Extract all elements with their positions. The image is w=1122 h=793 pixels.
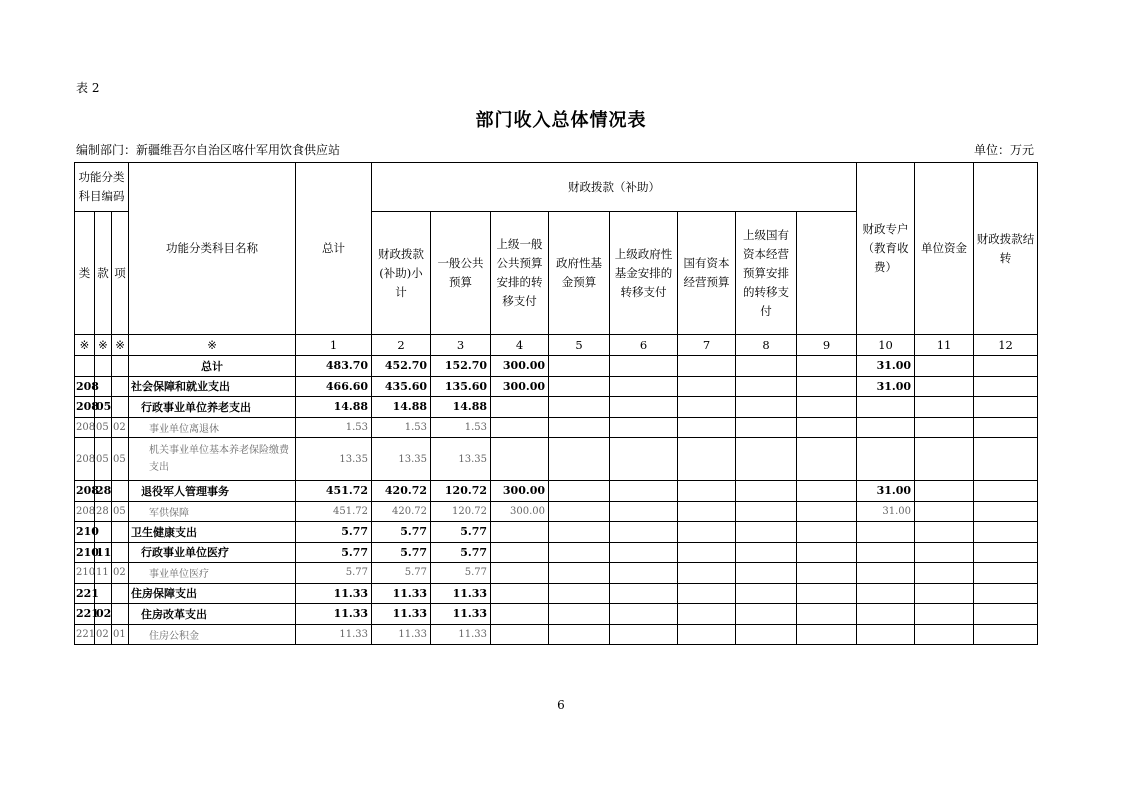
- column-number: 11: [915, 335, 974, 356]
- cell-upper-general: 300.00: [491, 376, 549, 397]
- cell-upper-fund: [610, 397, 678, 418]
- cell-fiscal-subtotal: 5.77: [372, 542, 431, 563]
- column-number: 9: [797, 335, 857, 356]
- cell-lei: 208: [75, 438, 95, 481]
- cell-fiscal-subtotal: 435.60: [372, 376, 431, 397]
- cell-edu-fee: [797, 438, 857, 481]
- cell-edu-fee: [797, 563, 857, 584]
- cell-state-capital: [678, 542, 736, 563]
- cell-fiscal-carry: [915, 542, 974, 563]
- cell-upper-capital: [736, 356, 797, 377]
- cell-unit-fund: 31.00: [857, 481, 915, 502]
- table-row: [75, 376, 1038, 397]
- cell-gov-fund: [549, 356, 610, 377]
- cell-unit-fund: 31.00: [857, 501, 915, 522]
- cell-unit-fund: [857, 583, 915, 604]
- cell-edu-fee: [797, 417, 857, 438]
- cell-nonfiscal-carry: [974, 583, 1038, 604]
- cell-nonfiscal-carry: [974, 501, 1038, 522]
- header-xiang: 项: [112, 212, 129, 335]
- cell-unit-fund: [857, 417, 915, 438]
- cell-state-capital: [678, 438, 736, 481]
- cell-gov-fund: [549, 417, 610, 438]
- cell-general-budget: 5.77: [431, 522, 491, 543]
- department-label: 编制部门：新疆维吾尔自治区喀什军用饮食供应站: [76, 143, 341, 157]
- cell-xiang: 05: [112, 501, 129, 522]
- cell-func-name: 事业单位离退休: [129, 417, 296, 438]
- cell-xiang: 02: [112, 563, 129, 584]
- column-number: 2: [372, 335, 431, 356]
- cell-unit-fund: [857, 604, 915, 625]
- cell-gov-fund: [549, 563, 610, 584]
- cell-state-capital: [678, 624, 736, 645]
- cell-upper-capital: [736, 501, 797, 522]
- cell-state-capital: [678, 501, 736, 522]
- cell-fiscal-carry: [915, 376, 974, 397]
- cell-func-name: 行政事业单位养老支出: [129, 397, 296, 418]
- cell-fiscal-carry: [915, 501, 974, 522]
- column-number: ※: [95, 335, 112, 356]
- cell-fiscal-carry: [915, 563, 974, 584]
- cell-unit-fund: 31.00: [857, 356, 915, 377]
- cell-general-budget: 135.60: [431, 376, 491, 397]
- cell-xiang: 02: [112, 417, 129, 438]
- cell-state-capital: [678, 563, 736, 584]
- cell-total: 14.88: [296, 397, 372, 418]
- cell-upper-capital: [736, 522, 797, 543]
- cell-upper-general: 300.00: [491, 356, 549, 377]
- cell-upper-capital: [736, 583, 797, 604]
- cell-func-name: 退役军人管理事务: [129, 481, 296, 502]
- cell-upper-general: [491, 438, 549, 481]
- cell-gov-fund: [549, 501, 610, 522]
- cell-general-budget: 120.72: [431, 481, 491, 502]
- table-row: [75, 583, 1038, 604]
- cell-kuan: 11: [95, 563, 112, 584]
- cell-upper-fund: [610, 542, 678, 563]
- cell-fiscal-subtotal: 11.33: [372, 604, 431, 625]
- column-number: ※: [129, 335, 296, 356]
- cell-fiscal-subtotal: 14.88: [372, 397, 431, 418]
- table-row: [75, 438, 1038, 481]
- cell-xiang: [112, 397, 129, 418]
- cell-total: 451.72: [296, 501, 372, 522]
- cell-nonfiscal-carry: [974, 438, 1038, 481]
- cell-func-name: 住房公积金: [129, 624, 296, 645]
- cell-state-capital: [678, 417, 736, 438]
- cell-total: 1.53: [296, 417, 372, 438]
- cell-nonfiscal-carry: [974, 522, 1038, 543]
- table-row: [75, 604, 1038, 625]
- cell-total: 451.72: [296, 481, 372, 502]
- cell-upper-fund: [610, 376, 678, 397]
- cell-func-name: 行政事业单位医疗: [129, 542, 296, 563]
- cell-general-budget: 13.35: [431, 438, 491, 481]
- cell-upper-general: [491, 583, 549, 604]
- column-number-row: [75, 335, 1038, 356]
- cell-total: 11.33: [296, 624, 372, 645]
- cell-func-name: 军供保障: [129, 501, 296, 522]
- cell-lei: 208: [75, 376, 95, 397]
- header-edu-fee: 财政专户（教育收费）: [857, 163, 915, 335]
- cell-unit-fund: [857, 438, 915, 481]
- cell-fiscal-carry: [915, 481, 974, 502]
- cell-kuan: 28: [95, 481, 112, 502]
- header-func-name: 功能分类科目名称: [129, 163, 296, 335]
- cell-total: 5.77: [296, 563, 372, 584]
- cell-func-name: 机关事业单位基本养老保险缴费支出: [129, 438, 296, 481]
- cell-upper-capital: [736, 438, 797, 481]
- cell-xiang: [112, 376, 129, 397]
- cell-general-budget: 152.70: [431, 356, 491, 377]
- cell-state-capital: [678, 356, 736, 377]
- cell-upper-capital: [736, 624, 797, 645]
- column-number: 12: [974, 335, 1038, 356]
- cell-total: 5.77: [296, 522, 372, 543]
- column-number: 1: [296, 335, 372, 356]
- cell-fiscal-subtotal: 5.77: [372, 563, 431, 584]
- cell-unit-fund: [857, 563, 915, 584]
- table-row: [75, 397, 1038, 418]
- cell-upper-general: [491, 397, 549, 418]
- cell-xiang: 05: [112, 438, 129, 481]
- table-row: [75, 522, 1038, 543]
- cell-fiscal-subtotal: 5.77: [372, 522, 431, 543]
- cell-func-name: 社会保障和就业支出: [129, 376, 296, 397]
- page-number: 6: [557, 698, 565, 712]
- cell-fiscal-subtotal: 1.53: [372, 417, 431, 438]
- cell-gov-fund: [549, 604, 610, 625]
- cell-general-budget: 14.88: [431, 397, 491, 418]
- cell-edu-fee: [797, 397, 857, 418]
- header-gov-fund: 政府性基金预算: [549, 212, 610, 335]
- cell-nonfiscal-carry: [974, 356, 1038, 377]
- cell-general-budget: 11.33: [431, 624, 491, 645]
- document-title: 部门收入总体情况表: [475, 110, 647, 131]
- header-upper-capital: 上级国有资本经营预算安排的转移支付: [736, 212, 797, 335]
- cell-upper-general: [491, 522, 549, 543]
- cell-nonfiscal-carry: [974, 376, 1038, 397]
- cell-upper-capital: [736, 563, 797, 584]
- cell-general-budget: 11.33: [431, 583, 491, 604]
- income-summary-table: [74, 162, 1038, 645]
- cell-fiscal-subtotal: 13.35: [372, 438, 431, 481]
- cell-upper-general: [491, 542, 549, 563]
- header-fiscal-subtotal: 财政拨款(补助)小计: [372, 212, 431, 335]
- cell-lei: 208: [75, 397, 95, 418]
- cell-xiang: [112, 522, 129, 543]
- cell-upper-general: 300.00: [491, 481, 549, 502]
- cell-gov-fund: [549, 624, 610, 645]
- cell-fiscal-carry: [915, 438, 974, 481]
- cell-kuan: 05: [95, 397, 112, 418]
- unit-label: 单位：万元: [973, 143, 1034, 157]
- cell-general-budget: 120.72: [431, 501, 491, 522]
- cell-state-capital: [678, 583, 736, 604]
- cell-upper-fund: [610, 583, 678, 604]
- cell-kuan: 02: [95, 624, 112, 645]
- table-row: [75, 624, 1038, 645]
- cell-gov-fund: [549, 397, 610, 418]
- header-fiscal-group: 财政拨款（补助）: [372, 163, 857, 212]
- cell-lei: 208: [75, 501, 95, 522]
- header-lei: 类: [75, 212, 95, 335]
- column-number: 6: [610, 335, 678, 356]
- cell-edu-fee: [797, 583, 857, 604]
- table-row: [75, 542, 1038, 563]
- cell-fiscal-subtotal: 420.72: [372, 481, 431, 502]
- cell-general-budget: 5.77: [431, 563, 491, 584]
- header-upper-general: 上级一般公共预算安排的转移支付: [491, 212, 549, 335]
- cell-upper-fund: [610, 522, 678, 543]
- cell-lei: 221: [75, 624, 95, 645]
- cell-upper-capital: [736, 417, 797, 438]
- cell-xiang: [112, 604, 129, 625]
- table-row: [75, 417, 1038, 438]
- cell-fiscal-subtotal: 420.72: [372, 501, 431, 522]
- cell-xiang: 01: [112, 624, 129, 645]
- column-number: 7: [678, 335, 736, 356]
- cell-upper-capital: [736, 542, 797, 563]
- table-row: [75, 501, 1038, 522]
- cell-unit-fund: 31.00: [857, 376, 915, 397]
- cell-fiscal-subtotal: 452.70: [372, 356, 431, 377]
- cell-upper-general: [491, 604, 549, 625]
- cell-edu-fee: [797, 604, 857, 625]
- cell-unit-fund: [857, 624, 915, 645]
- cell-nonfiscal-carry: [974, 397, 1038, 418]
- cell-upper-capital: [736, 376, 797, 397]
- cell-nonfiscal-carry: [974, 481, 1038, 502]
- cell-kuan: 05: [95, 438, 112, 481]
- cell-upper-fund: [610, 356, 678, 377]
- header-kuan: 款: [95, 212, 112, 335]
- header-unit-fund: 单位资金: [915, 163, 974, 335]
- cell-gov-fund: [549, 438, 610, 481]
- cell-upper-general: [491, 417, 549, 438]
- cell-upper-capital: [736, 481, 797, 502]
- cell-state-capital: [678, 397, 736, 418]
- cell-upper-fund: [610, 604, 678, 625]
- cell-state-capital: [678, 604, 736, 625]
- cell-lei: [75, 356, 95, 377]
- cell-upper-fund: [610, 624, 678, 645]
- cell-nonfiscal-carry: [974, 604, 1038, 625]
- cell-unit-fund: [857, 522, 915, 543]
- cell-general-budget: 11.33: [431, 604, 491, 625]
- cell-total: 11.33: [296, 604, 372, 625]
- cell-xiang: [112, 356, 129, 377]
- cell-fiscal-carry: [915, 604, 974, 625]
- cell-unit-fund: [857, 397, 915, 418]
- cell-nonfiscal-carry: [974, 624, 1038, 645]
- column-number: 8: [736, 335, 797, 356]
- cell-edu-fee: [797, 624, 857, 645]
- header-upper-fund: 上级政府性基金安排的转移支付: [610, 212, 678, 335]
- header-state-capital: 国有资本经营预算: [678, 212, 736, 335]
- cell-upper-general: 300.00: [491, 501, 549, 522]
- cell-total: 483.70: [296, 356, 372, 377]
- cell-lei: 210: [75, 542, 95, 563]
- cell-func-name: 卫生健康支出: [129, 522, 296, 543]
- cell-func-name: 住房保障支出: [129, 583, 296, 604]
- cell-kuan: 05: [95, 417, 112, 438]
- cell-kuan: [95, 356, 112, 377]
- cell-total: 5.77: [296, 542, 372, 563]
- header-func-code: 功能分类科目编码: [75, 163, 129, 212]
- cell-lei: 221: [75, 583, 95, 604]
- cell-fiscal-carry: [915, 397, 974, 418]
- cell-edu-fee: [797, 542, 857, 563]
- cell-lei: 210: [75, 522, 95, 543]
- table-row: [75, 563, 1038, 584]
- cell-gov-fund: [549, 522, 610, 543]
- table-row: [75, 481, 1038, 502]
- cell-upper-capital: [736, 397, 797, 418]
- cell-gov-fund: [549, 542, 610, 563]
- cell-fiscal-carry: [915, 522, 974, 543]
- header-fiscal-carry: 财政拨款结转: [974, 163, 1038, 335]
- cell-nonfiscal-carry: [974, 563, 1038, 584]
- table-number: 表 2: [76, 81, 100, 95]
- cell-upper-capital: [736, 604, 797, 625]
- cell-kuan: 28: [95, 501, 112, 522]
- cell-upper-fund: [610, 481, 678, 502]
- cell-state-capital: [678, 522, 736, 543]
- cell-edu-fee: [797, 356, 857, 377]
- cell-fiscal-carry: [915, 417, 974, 438]
- header-general-budget: 一般公共预算: [431, 212, 491, 335]
- cell-general-budget: 5.77: [431, 542, 491, 563]
- cell-edu-fee: [797, 481, 857, 502]
- cell-gov-fund: [549, 583, 610, 604]
- cell-lei: 208: [75, 417, 95, 438]
- cell-upper-general: [491, 563, 549, 584]
- cell-state-capital: [678, 376, 736, 397]
- cell-gov-fund: [549, 481, 610, 502]
- cell-kuan: 11: [95, 542, 112, 563]
- cell-edu-fee: [797, 522, 857, 543]
- cell-lei: 208: [75, 481, 95, 502]
- cell-func-name: 住房改革支出: [129, 604, 296, 625]
- cell-upper-fund: [610, 501, 678, 522]
- cell-fiscal-subtotal: 11.33: [372, 624, 431, 645]
- cell-edu-fee: [797, 501, 857, 522]
- cell-lei: 221: [75, 604, 95, 625]
- cell-state-capital: [678, 481, 736, 502]
- cell-func-name: 事业单位医疗: [129, 563, 296, 584]
- cell-fiscal-carry: [915, 624, 974, 645]
- cell-total: 11.33: [296, 583, 372, 604]
- cell-upper-fund: [610, 438, 678, 481]
- cell-edu-fee: [797, 376, 857, 397]
- cell-xiang: [112, 583, 129, 604]
- cell-upper-fund: [610, 417, 678, 438]
- column-number: 10: [857, 335, 915, 356]
- cell-fiscal-carry: [915, 356, 974, 377]
- header-total: 总计: [296, 163, 372, 335]
- cell-upper-fund: [610, 563, 678, 584]
- cell-nonfiscal-carry: [974, 417, 1038, 438]
- cell-gov-fund: [549, 376, 610, 397]
- column-number: 5: [549, 335, 610, 356]
- column-number: ※: [75, 335, 95, 356]
- cell-kuan: 02: [95, 604, 112, 625]
- cell-lei: 210: [75, 563, 95, 584]
- cell-func-name: 总计: [129, 356, 296, 377]
- cell-fiscal-carry: [915, 583, 974, 604]
- cell-unit-fund: [857, 542, 915, 563]
- cell-total: 13.35: [296, 438, 372, 481]
- cell-nonfiscal-carry: [974, 542, 1038, 563]
- cell-general-budget: 1.53: [431, 417, 491, 438]
- cell-total: 466.60: [296, 376, 372, 397]
- column-number: 3: [431, 335, 491, 356]
- table-row: [75, 356, 1038, 377]
- cell-xiang: [112, 542, 129, 563]
- cell-upper-general: [491, 624, 549, 645]
- cell-fiscal-subtotal: 11.33: [372, 583, 431, 604]
- cell-xiang: [112, 481, 129, 502]
- column-number: ※: [112, 335, 129, 356]
- column-number: 4: [491, 335, 549, 356]
